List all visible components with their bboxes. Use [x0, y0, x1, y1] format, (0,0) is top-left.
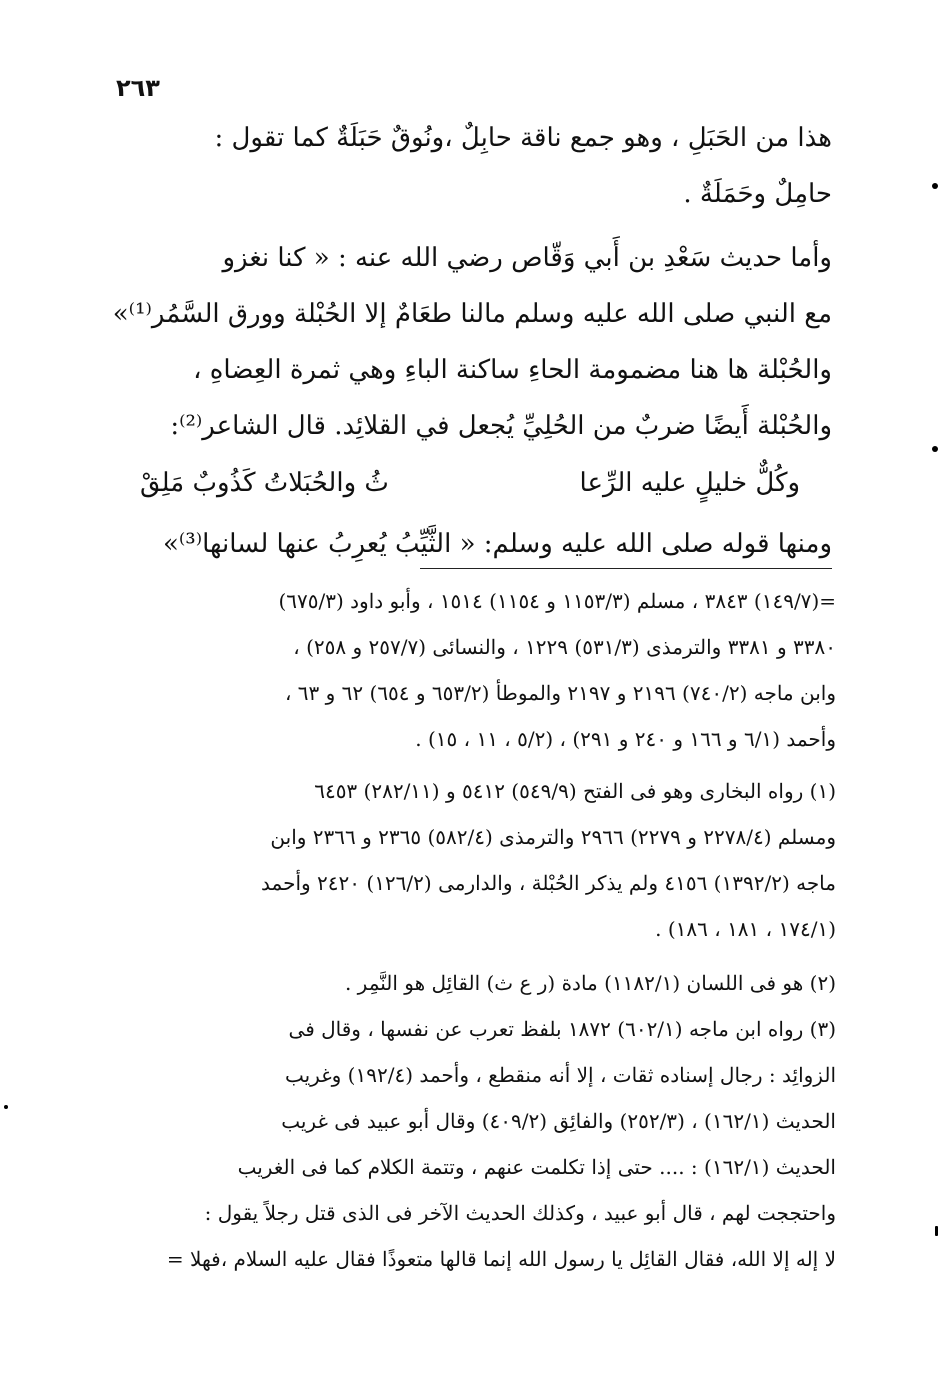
text-line: وأما حديث سَعْدِ بن أَبي وَقّاص رضي الله عنه : « كنا نغزو	[222, 243, 832, 273]
footnote-line: ٣٣٨٠ و ٣٣٨١ والترمذى (٥٣١/٣) ١٢٢٩ ، والنسائى (٢٥٧/٧ و ٢٥٨) ،	[293, 635, 836, 659]
footnote-separator	[420, 568, 832, 569]
footnote-line: لا إله إلا الله، فقال القائِل يا رسول الله إنما قالها متعوذًا فقال عليه السلام ،فهلا =	[166, 1247, 836, 1271]
main-paragraph-2	[108, 230, 832, 454]
text-line: حامِلٌ وحَمَلَةٌ .	[683, 179, 832, 209]
scan-speck	[932, 183, 938, 189]
scan-speck	[932, 446, 938, 452]
footnote-line: وابن ماجه (٧٤٠/٢) ٢١٩٦ و ٢١٩٧ والموطأ (٦٥٣/٢ و ٦٥٤) ٦٢ و ٦٣ ،	[284, 681, 836, 705]
footnote-line: واحتججت لهم ، قال أبو عبيد ، وكذلك الحديث الآخر فى الذى قتل رجلاً يقول :	[204, 1201, 836, 1225]
poetry-verse	[140, 458, 800, 508]
footnote-line: الزوائِد : رجال إسناده ثقات ، إلا أنه منقطع ، وأحمد (١٩٢/٤) وغريب	[284, 1063, 836, 1087]
scan-speck	[4, 1105, 8, 1109]
footnote-line: (١٧٤/١ ، ١٨١ ، ١٨٦) .	[655, 917, 836, 941]
footnote-line: (٣) رواه ابن ماجه (٦٠٢/١) ١٨٧٢ بلفظ تعرب عن نفسها ، وقال فى	[288, 1017, 836, 1041]
text-line: والحُبْلة ها هنا مضمومة الحاءِ ساكنة الباءِ وهي ثمرة العِضاهِ ،	[193, 355, 832, 385]
text-line: والحُبْلة أَيضًا ضربٌ من الحُلِيِّ يُجعل في القلائِد. قال الشاعر⁽²⁾:	[170, 411, 832, 441]
text-line: مع النبي صلى الله عليه وسلم مالنا طعَامٌ إلا الحُبْلة وورق السَّمُر⁽¹⁾»	[112, 299, 832, 329]
footnote-line: (١) رواه البخارى وهو فى الفتح (٥٤٩/٩) ٥٤١٢ و (٢٨٢/١١) ٦٤٥٣	[314, 779, 836, 803]
footnote-2	[108, 960, 836, 1006]
text-line: ومنها قوله صلى الله عليه وسلم: « الثَّيِّبُ يُعرِبُ عنها لسانها⁽³⁾»	[162, 529, 832, 559]
scan-speck	[935, 1226, 938, 1236]
verse-second-hemistich: ثُ والحُبَلاتُ كَذُوبٌ مَلِقْ	[140, 468, 389, 498]
footnote-line: الحديث (١٦٢/١) ، (٢٥٢/٣) والفائِق (٤٠٩/٢) وقال أبو عبيد فى غريب	[281, 1109, 836, 1133]
footnote-line: ومسلم (٢٢٧٨/٤ و ٢٢٧٩) ٢٩٦٦ والترمذى (٥٨٢/٤) ٢٣٦٥ و ٢٣٦٦ وابن	[270, 825, 836, 849]
footnote-line: وأحمد (٦/١ و ١٦٦ و ٢٤٠ و ٢٩١) ، (٥/٢ ، ١١ ، ١٥) .	[415, 727, 836, 751]
footnote-line: الحديث (١٦٢/١) : .... حتى إذا تكلمت عنهم ، وتتمة الكلام كما فى الغريب	[237, 1155, 836, 1179]
main-paragraph-1	[108, 110, 832, 222]
footnote-line: =(١٤٩/٧) ٣٨٤٣ ، مسلم (١١٥٣/٣ و ١١٥٤) ١٥١٤ ، وأبو داود (٦٧٥/٣)	[278, 589, 836, 613]
footnote-continued	[108, 578, 836, 762]
footnote-3	[108, 1006, 836, 1282]
page-number: ٢٦٣	[116, 74, 160, 102]
footnote-line: (٢) هو فى اللسان (١١٨٢/١) مادة (ر ع ث) القائِل هو النَّمِر .	[344, 971, 836, 995]
main-paragraph-3	[108, 516, 832, 572]
verse-first-hemistich: وكُلٌّ خليلٍ عليه الرِّعا	[579, 468, 800, 498]
footnote-line: ماجه (١٣٩٢/٢) ٤١٥٦ ولم يذكر الحُبْلة ، والدارمى (١٢٦/٢) ٢٤٢٠ وأحمد	[261, 871, 836, 895]
footnote-1	[108, 768, 836, 952]
text-line: هذا من الحَبَلِ ، وهو جمع ناقة حابِلٌ ،ونُوقٌ حَبَلَةٌ كما تقول :	[214, 123, 832, 153]
